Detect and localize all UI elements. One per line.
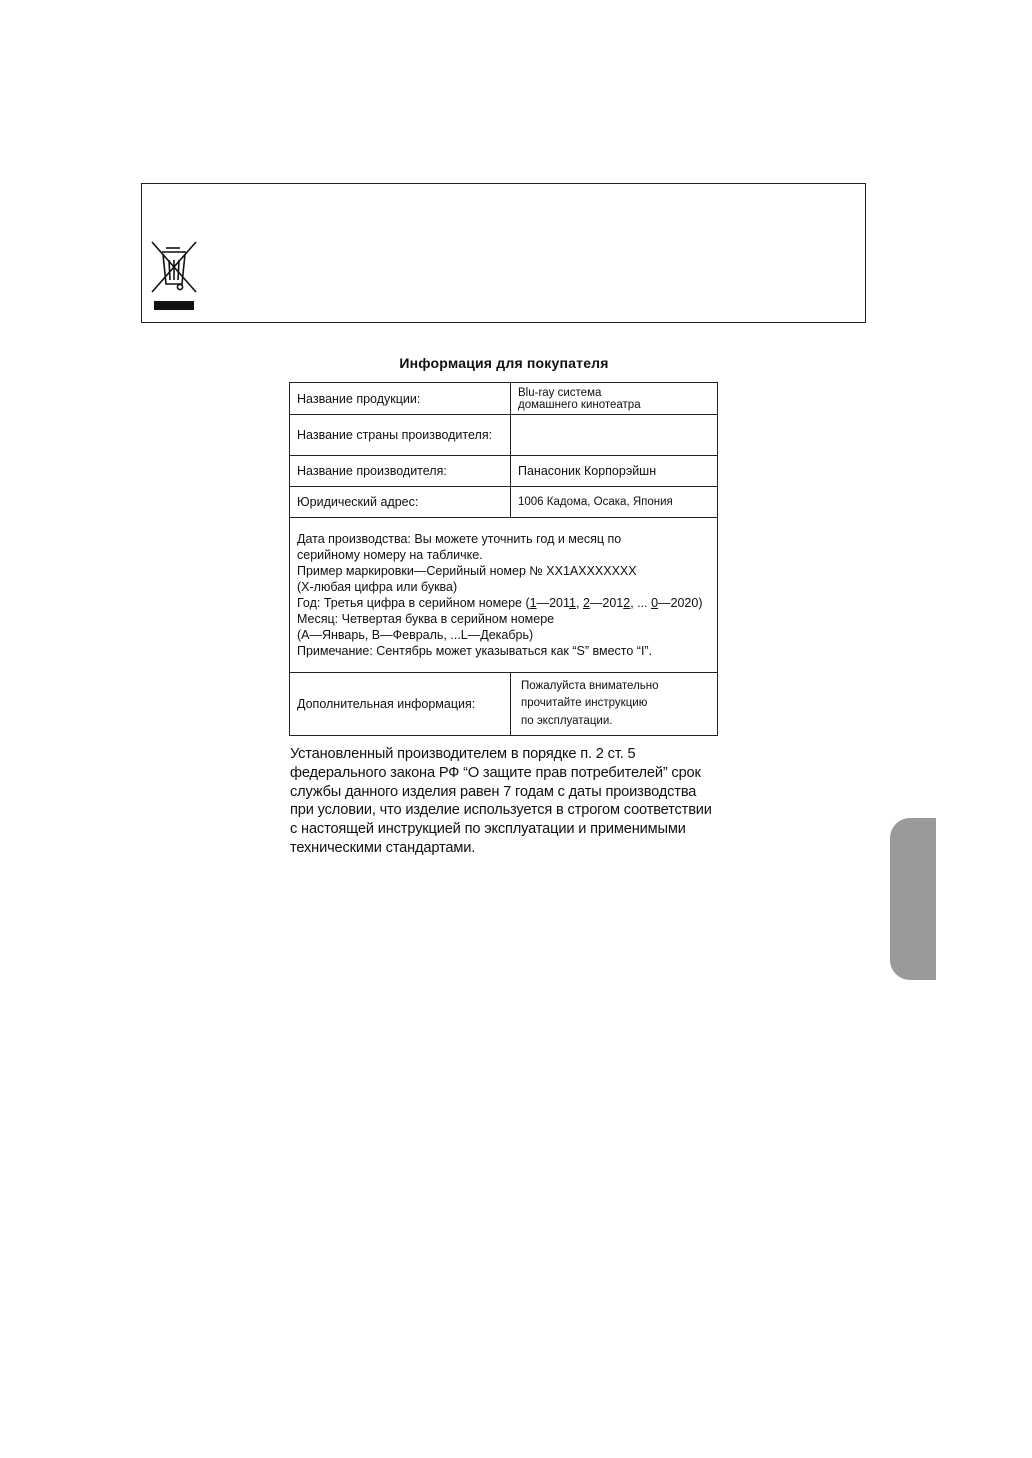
country-value bbox=[511, 415, 718, 456]
date-line-2: серийному номеру на табличке. bbox=[297, 548, 483, 562]
address-label: Юридический адрес: bbox=[290, 487, 511, 518]
service-line-6: техническими стандартами. bbox=[290, 839, 476, 856]
product-value-line-1: Blu-ray система bbox=[518, 386, 602, 399]
table-row-address bbox=[290, 487, 718, 518]
service-line-2: федерального закона РФ “О защите прав потребителей” срок bbox=[290, 764, 701, 781]
service-line-5: с настоящей инструкцией по эксплуатации и применимыми bbox=[290, 821, 686, 838]
date-line-4: (X-любая цифра или буква) bbox=[297, 580, 458, 594]
extra-info-line-2: прочитайте инструкцию bbox=[521, 697, 648, 710]
extra-info-label: Дополнительная информация: bbox=[290, 673, 511, 736]
date-line-6: Месяц: Четвертая буква в серийном номере bbox=[297, 612, 555, 626]
service-life-paragraph bbox=[290, 745, 730, 858]
extra-info-line-1: Пожалуйста внимательно bbox=[521, 679, 659, 692]
table-row-maker bbox=[290, 456, 718, 487]
buyer-info-title: Информация для покупателя bbox=[399, 355, 609, 371]
weee-notice-box bbox=[141, 183, 866, 323]
table-row-product bbox=[290, 383, 718, 415]
maker-label: Название производителя: bbox=[290, 456, 511, 487]
date-line-7: (A—Январь, B—Февраль, ...L—Декабрь) bbox=[297, 628, 534, 642]
product-label: Название продукции: bbox=[290, 383, 511, 415]
maker-value: Панасоник Корпорэйшн bbox=[511, 456, 718, 487]
language-side-tab bbox=[890, 818, 936, 980]
extra-info-value bbox=[511, 673, 718, 736]
date-line-1: Дата производства: Вы можете уточнить год и месяц по bbox=[297, 532, 622, 546]
address-value: 1006 Кадома, Осака, Япония bbox=[511, 487, 718, 518]
service-line-3: службы данного изделия равен 7 годам с даты производства bbox=[290, 783, 697, 800]
extra-info-line-3: по эксплуатации. bbox=[521, 714, 613, 727]
date-line-8: Примечание: Сентябрь может указываться как “S” вместо “I”. bbox=[297, 644, 653, 658]
production-date-text bbox=[290, 518, 718, 673]
service-line-4: при условии, что изделие используется в строгом соответствии bbox=[290, 802, 712, 819]
date-line-5: Год: Третья цифра в серийном номере (1—2011, 2—2012, ... 0—2020) bbox=[297, 596, 703, 610]
table-row-country bbox=[290, 415, 718, 456]
date-line-3: Пример маркировки—Серийный номер № XX1AXXXXXXX bbox=[297, 564, 637, 578]
product-value bbox=[511, 383, 718, 415]
crossed-out-wheelie-bin-icon bbox=[150, 240, 200, 314]
buyer-info-table bbox=[289, 382, 718, 736]
service-line-1: Установленный производителем в порядке п. 2 ст. 5 bbox=[290, 746, 636, 762]
table-row-production-date bbox=[290, 518, 718, 673]
table-row-extra-info bbox=[290, 673, 718, 736]
product-value-line-2: домашнего кинотеатра bbox=[518, 398, 641, 411]
country-label: Название страны производителя: bbox=[290, 415, 511, 456]
